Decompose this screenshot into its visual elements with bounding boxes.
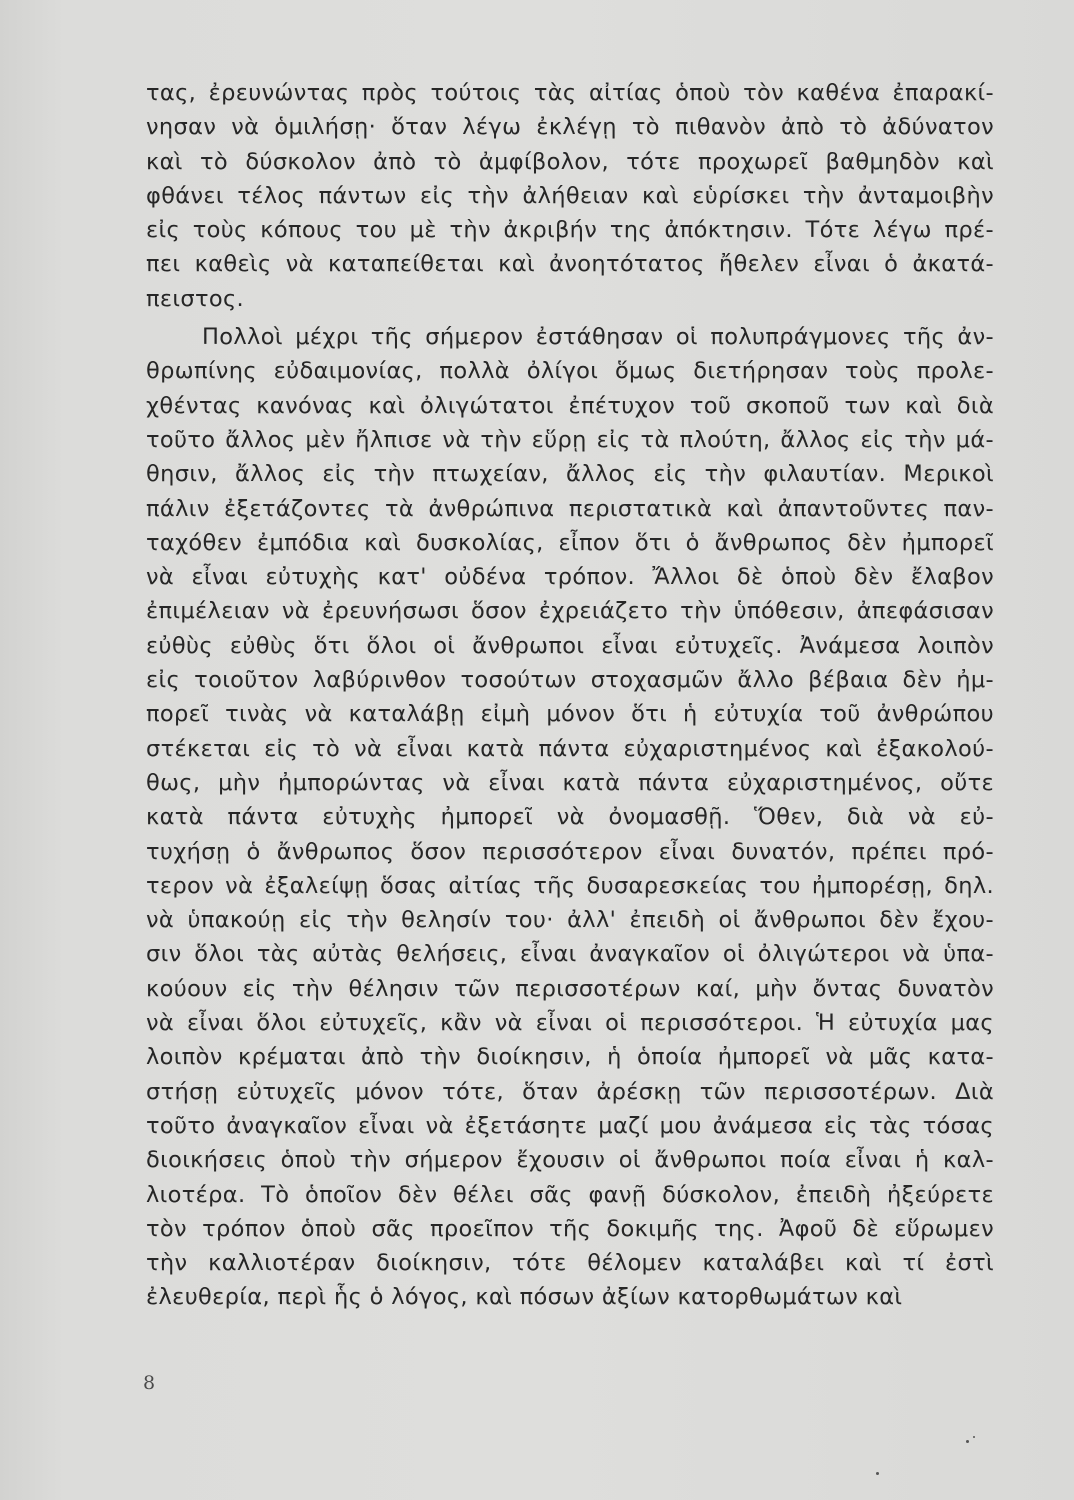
paragraph: [146, 76, 994, 316]
text-line: πειστος.: [146, 285, 245, 312]
text-line: εἰς τοὺς κόπους του μὲ τὴν ἀκριβήν της ἀπόκτησιν. Τότε λέγω πρέ-: [146, 217, 994, 244]
text-line: νὰ ὑπακούῃ εἰς τὴν θελησίν του· ἀλλ' ἐπειδὴ οἱ ἄνθρωποι δὲν ἔχου-: [146, 907, 994, 934]
text-line: τὴν καλλιοτέραν διοίκησιν, τότε θέλομεν καταλάβει καὶ τί ἐστὶ: [146, 1250, 994, 1277]
text-line: φθάνει τέλος πάντων εἰς τὴν ἀλήθειαν καὶ εὑρίσκει τὴν ἀνταμοιβὴν: [146, 182, 994, 209]
text-line: ἐπιμέλειαν νὰ ἐρευνήσωσι ὅσον ἐχρειάζετο τὴν ὑπόθεσιν, ἀπεφάσισαν: [146, 598, 994, 625]
print-speck: [966, 1440, 969, 1443]
text-line: διοικήσεις ὁποὺ τὴν σήμερον ἔχουσιν οἱ ἄνθρωποι ποία εἶναι ἡ καλ-: [146, 1147, 994, 1174]
text-line: πει καθεὶς νὰ καταπείθεται καὶ ἀνοητότατος ἤθελεν εἶναι ὁ ἀκατά-: [146, 251, 994, 278]
text-line: εὐθὺς εὐθὺς ὅτι ὅλοι οἱ ἄνθρωποι εἶναι εὐτυχεῖς. Ἀνάμεσα λοιπὸν: [146, 632, 994, 659]
page-number: 8: [143, 1372, 156, 1394]
text-line: ταχόθεν ἐμπόδια καὶ δυσκολίας, εἶπον ὅτι ὁ ἄνθρωπος δὲν ἠμπορεῖ: [146, 529, 994, 556]
body-text: [146, 76, 994, 1315]
text-line: τοῦτο ἀναγκαῖον εἶναι νὰ ἐξετάσητε μαζί μου ἀνάμεσα εἰς τὰς τόσας: [146, 1112, 994, 1139]
text-line: κούουν εἰς τὴν θέλησιν τῶν περισσοτέρων καί, μὴν ὄντας δυνατὸν: [146, 975, 994, 1002]
text-line: ἐλευθερία, περὶ ἧς ὁ λόγος, καὶ πόσων ἀξίων κατορθωμάτων καὶ: [146, 1284, 903, 1311]
text-line: σιν ὅλοι τὰς αὐτὰς θελήσεις, εἶναι ἀναγκαῖον οἱ ὀλιγώτεροι νὰ ὑπα-: [146, 941, 994, 968]
text-line: νὰ εἶναι ὅλοι εὐτυχεῖς, κἂν νὰ εἶναι οἱ περισσότεροι. Ἡ εὐτυχία μας: [146, 1010, 994, 1037]
text-line: θως, μὴν ἠμπορώντας νὰ εἶναι κατὰ πάντα εὐχαριστημένος, οὔτε: [146, 769, 994, 796]
text-line: κατὰ πάντα εὐτυχὴς ἠμπορεῖ νὰ ὀνομασθῇ. Ὅθεν, διὰ νὰ εὐ-: [146, 804, 994, 831]
text-line: στήσῃ εὐτυχεῖς μόνον τότε, ὅταν ἀρέσκῃ τῶν περισσοτέρων. Διὰ: [146, 1078, 994, 1105]
text-line: καὶ τὸ δύσκολον ἀπὸ τὸ ἀμφίβολον, τότε προχωρεῖ βαθμηδὸν καὶ: [146, 148, 994, 175]
text-line: λοιπὸν κρέμαται ἀπὸ τὴν διοίκησιν, ἡ ὁποία ἠμπορεῖ νὰ μᾶς κατα-: [146, 1044, 994, 1071]
text-line: τερον νὰ ἐξαλείψῃ ὅσας αἰτίας τῆς δυσαρεσκείας του ἠμπορέσῃ, δηλ.: [146, 872, 994, 899]
paragraph: [146, 320, 994, 1315]
text-line: θησιν, ἄλλος εἰς τὴν πτωχείαν, ἄλλος εἰς τὴν φιλαυτίαν. Μερικοὶ: [146, 461, 994, 488]
text-line: λιοτέρα. Τὸ ὁποῖον δὲν θέλει σᾶς φανῇ δύσκολον, ἐπειδὴ ἠξεύρετε: [146, 1181, 994, 1208]
text-line: νησαν νὰ ὁμιλήσῃ· ὅταν λέγω ἐκλέγῃ τὸ πιθανὸν ἀπὸ τὸ ἀδύνατον: [146, 114, 994, 141]
text-line: τας, ἐρευνώντας πρὸς τούτοις τὰς αἰτίας ὁποὺ τὸν καθένα ἐπαρακί-: [146, 80, 994, 106]
text-line: τοῦτο ἄλλος μὲν ἤλπισε νὰ τὴν εὕρῃ εἰς τὰ πλούτη, ἄλλος εἰς τὴν μά-: [146, 426, 994, 453]
text-line: εἰς τοιοῦτον λαβύρινθον τοσούτων στοχασμῶν ἄλλο βέβαια δὲν ἠμ-: [146, 667, 994, 694]
text-line: νὰ εἶναι εὐτυχὴς κατ' οὐδένα τρόπον. Ἄλλοι δὲ ὁποὺ δὲν ἔλαβον: [146, 564, 994, 591]
text-line: χθέντας κανόνας καὶ ὀλιγώτατοι ἐπέτυχον τοῦ σκοποῦ των καὶ διὰ: [146, 392, 994, 419]
text-line: στέκεται εἰς τὸ νὰ εἶναι κατὰ πάντα εὐχαριστημένος καὶ ἐξακολού-: [146, 735, 994, 762]
text-line: πορεῖ τινὰς νὰ καταλάβῃ εἰμὴ μόνον ὅτι ἡ εὐτυχία τοῦ ἀνθρώπου: [146, 701, 994, 728]
print-speck: [876, 1472, 879, 1475]
text-line: θρωπίνης εὐδαιμονίας, πολλὰ ὀλίγοι ὅμως διετήρησαν τοὺς προλε-: [146, 358, 994, 385]
text-line: τυχήσῃ ὁ ἄνθρωπος ὅσον περισσότερον εἶναι δυνατόν, πρέπει πρό-: [146, 838, 994, 865]
text-line: Πολλοὶ μέχρι τῆς σήμερον ἐστάθησαν οἱ πολυπράγμονες τῆς ἀν-: [202, 324, 994, 351]
text-line: πάλιν ἐξετάζοντες τὰ ἀνθρώπινα περιστατικὰ καὶ ἀπαντοῦντες παν-: [146, 495, 994, 522]
print-speck: [973, 1436, 975, 1438]
text-line: τὸν τρόπον ὁποὺ σᾶς προεῖπον τῆς δοκιμῆς της. Ἀφοῦ δὲ εὕρωμεν: [146, 1215, 994, 1242]
